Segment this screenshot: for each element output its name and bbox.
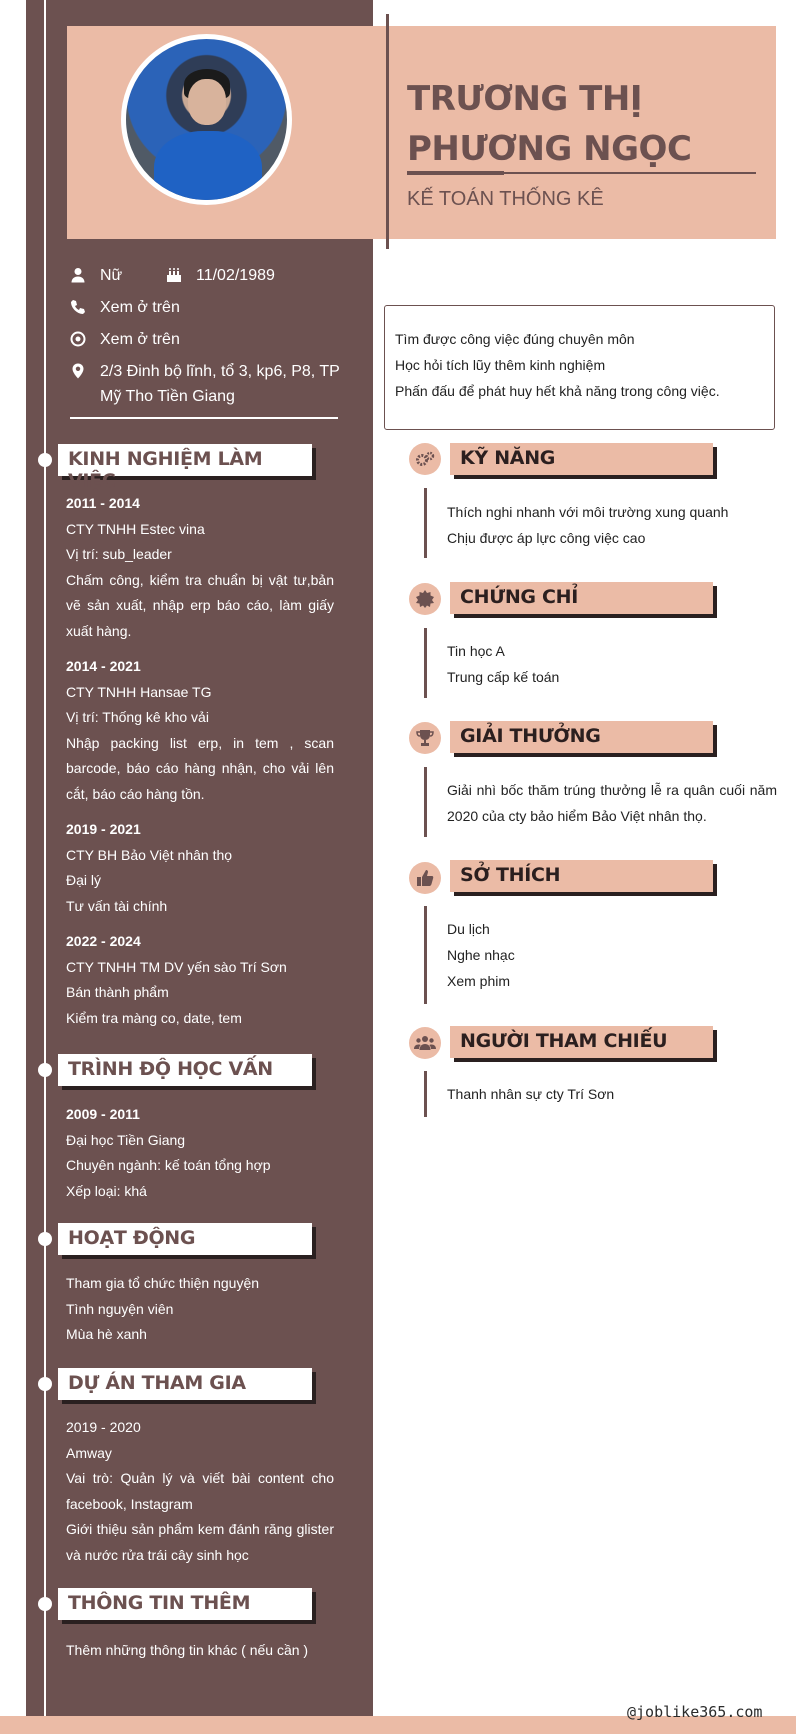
address-value: 2/3 Đinh bộ lĩnh, tổ 3, kp6, P8, TP Mỹ Tho Tiền Giang — [100, 363, 340, 405]
certificate-item: Trung cấp kế toán — [447, 669, 560, 685]
section-heading-references: NGƯỜI THAM CHIẾU — [450, 1026, 713, 1058]
hobby-item: Du lịch — [447, 921, 490, 937]
hobby-item: Nghe nhạc — [447, 947, 515, 963]
experience-description: Nhập packing list erp, in tem , scan barcode, báo cáo hàng nhận, cho vải lên cắt, báo cáo hàng tồn. — [66, 734, 334, 802]
experience-description: Tư vấn tài chính — [66, 897, 168, 914]
experience-position: Vị trí: sub_leader — [66, 546, 172, 562]
section-heading-awards: GIẢI THƯỞNG — [450, 721, 713, 753]
more-info-text: Thêm những thông tin khác ( nếu cần ) — [66, 1642, 309, 1658]
contact-email — [70, 327, 180, 352]
experience-company: CTY TNHH Estec vina — [66, 520, 205, 537]
timeline-dot — [38, 1232, 52, 1246]
phone-value: Xem ở trên — [100, 299, 180, 316]
hobby-item: Xem phim — [447, 973, 511, 989]
section-heading-certificates: CHỨNG CHỈ — [450, 582, 713, 614]
skill-item: Thích nghi nhanh với môi trường xung quanh — [447, 504, 729, 520]
birthday-value: 11/02/1989 — [196, 267, 275, 284]
section-heading-more-info: THÔNG TIN THÊM — [58, 1588, 312, 1620]
awards-block — [447, 777, 777, 829]
header-divider — [386, 14, 389, 249]
contact-gender — [70, 263, 122, 288]
contact-birthday — [166, 263, 275, 288]
experience-description: Chấm công, kiểm tra chuẩn bị vật tư,bản vẽ sản xuất, nhập erp báo cáo, làm giấy xuất hàng. — [66, 571, 334, 639]
thumbs-up-icon — [409, 862, 441, 894]
activity-item: Mùa hè xanh — [66, 1326, 147, 1342]
gender-value: Nữ — [100, 267, 123, 284]
contact-divider — [70, 417, 338, 419]
name-underline-accent — [407, 171, 504, 175]
certificate-item: Tin học A — [447, 643, 505, 659]
at-sign-icon — [70, 331, 86, 347]
experience-position: Bán thành phẩm — [66, 984, 169, 1000]
career-objective — [384, 305, 775, 430]
education-school: Đại học Tiền Giang — [66, 1131, 186, 1148]
project-detail: Giới thiệu sản phẩm kem đánh răng glister và nước rửa trái cây sinh học — [66, 1521, 334, 1563]
activity-item: Tình nguyện viên — [66, 1300, 174, 1317]
avatar — [121, 34, 292, 205]
timeline-dot — [38, 1063, 52, 1077]
gears-icon — [409, 443, 441, 475]
users-icon — [409, 1027, 441, 1059]
section-heading-skills: KỸ NĂNG — [450, 443, 713, 475]
section-heading-activities: HOẠT ĐỘNG — [58, 1223, 312, 1255]
job-title: KẾ TOÁN THỐNG KÊ — [407, 188, 604, 210]
experience-years: 2022 - 2024 — [66, 933, 141, 949]
education-grade: Xếp loại: khá — [66, 1182, 147, 1199]
experience-position: Vị trí: Thống kê kho vải — [66, 709, 209, 725]
timeline-dot — [38, 453, 52, 467]
email-value: Xem ở trên — [100, 331, 180, 348]
activities-list — [66, 1271, 334, 1348]
education-block — [66, 1102, 334, 1204]
objective-line: Tìm được công việc đúng chuyên môn — [395, 331, 635, 347]
project-role: Vai trò: Quản lý và viết bài content cho facebook, Instagram — [66, 1470, 334, 1512]
award-text: Giải nhì bốc thăm trúng thưởng lễ ra quân cuối năm 2020 của cty bảo hiểm Bảo Việt nhân thọ. — [447, 782, 777, 824]
section-heading-experience: KINH NGHIỆM LÀM VIỆC — [58, 444, 312, 476]
section-rule — [424, 628, 427, 698]
activity-item: Tham gia tổ chức thiện nguyện — [66, 1275, 260, 1291]
timeline-line — [44, 0, 46, 1734]
experience-description: Kiểm tra màng co, date, tem — [66, 1009, 242, 1026]
more-info-block — [66, 1638, 334, 1664]
birthday-cake-icon — [166, 267, 182, 283]
experience-company: CTY TNHH Hansae TG — [66, 683, 212, 700]
objective-line: Phấn đấu để phát huy hết khả năng trong công việc. — [395, 383, 720, 399]
hobbies-list — [447, 916, 777, 994]
education-major: Chuyên ngành: kế toán tổng hợp — [66, 1157, 271, 1173]
certificate-icon — [409, 583, 441, 615]
timeline-dot — [38, 1377, 52, 1391]
references-block — [447, 1081, 777, 1107]
user-icon — [70, 267, 86, 283]
name-line-1: TRƯƠNG THỊ — [407, 79, 642, 119]
certificates-list — [447, 638, 777, 690]
experience-position: Đại lý — [66, 872, 102, 888]
phone-icon — [70, 299, 86, 315]
trophy-icon — [409, 722, 441, 754]
section-rule — [424, 767, 427, 837]
section-rule — [424, 906, 427, 1004]
experience-years: 2011 - 2014 — [66, 495, 140, 511]
timeline-dot — [38, 1597, 52, 1611]
name-line-2: PHƯƠNG NGỌC — [407, 129, 692, 169]
skills-list — [447, 499, 777, 551]
section-heading-hobbies: SỞ THÍCH — [450, 860, 713, 892]
experience-company: CTY TNHH TM DV yến sào Trí Sơn — [66, 958, 287, 975]
section-rule — [424, 488, 427, 558]
experience-list — [66, 491, 334, 1031]
section-heading-education: TRÌNH ĐỘ HỌC VẤN — [58, 1054, 312, 1086]
objective-line: Học hỏi tích lũy thêm kinh nghiệm — [395, 357, 606, 373]
experience-years: 2014 - 2021 — [66, 658, 141, 674]
contact-phone — [70, 295, 180, 320]
education-years: 2009 - 2011 — [66, 1106, 140, 1122]
site-watermark: @joblike365.com — [627, 1703, 763, 1721]
project-years: 2019 - 2020 — [66, 1419, 141, 1435]
full-name — [407, 74, 767, 174]
section-heading-projects: DỰ ÁN THAM GIA — [58, 1368, 312, 1400]
experience-years: 2019 - 2021 — [66, 821, 141, 837]
experience-company: CTY BH Bảo Việt nhân thọ — [66, 846, 233, 863]
section-rule — [424, 1071, 427, 1117]
reference-text: Thanh nhân sự cty Trí Sơn — [447, 1086, 615, 1102]
projects-block — [66, 1415, 334, 1568]
project-name: Amway — [66, 1444, 112, 1461]
skill-item: Chịu được áp lực công việc cao — [447, 530, 646, 546]
map-marker-icon — [70, 363, 86, 379]
contact-address — [70, 359, 340, 409]
